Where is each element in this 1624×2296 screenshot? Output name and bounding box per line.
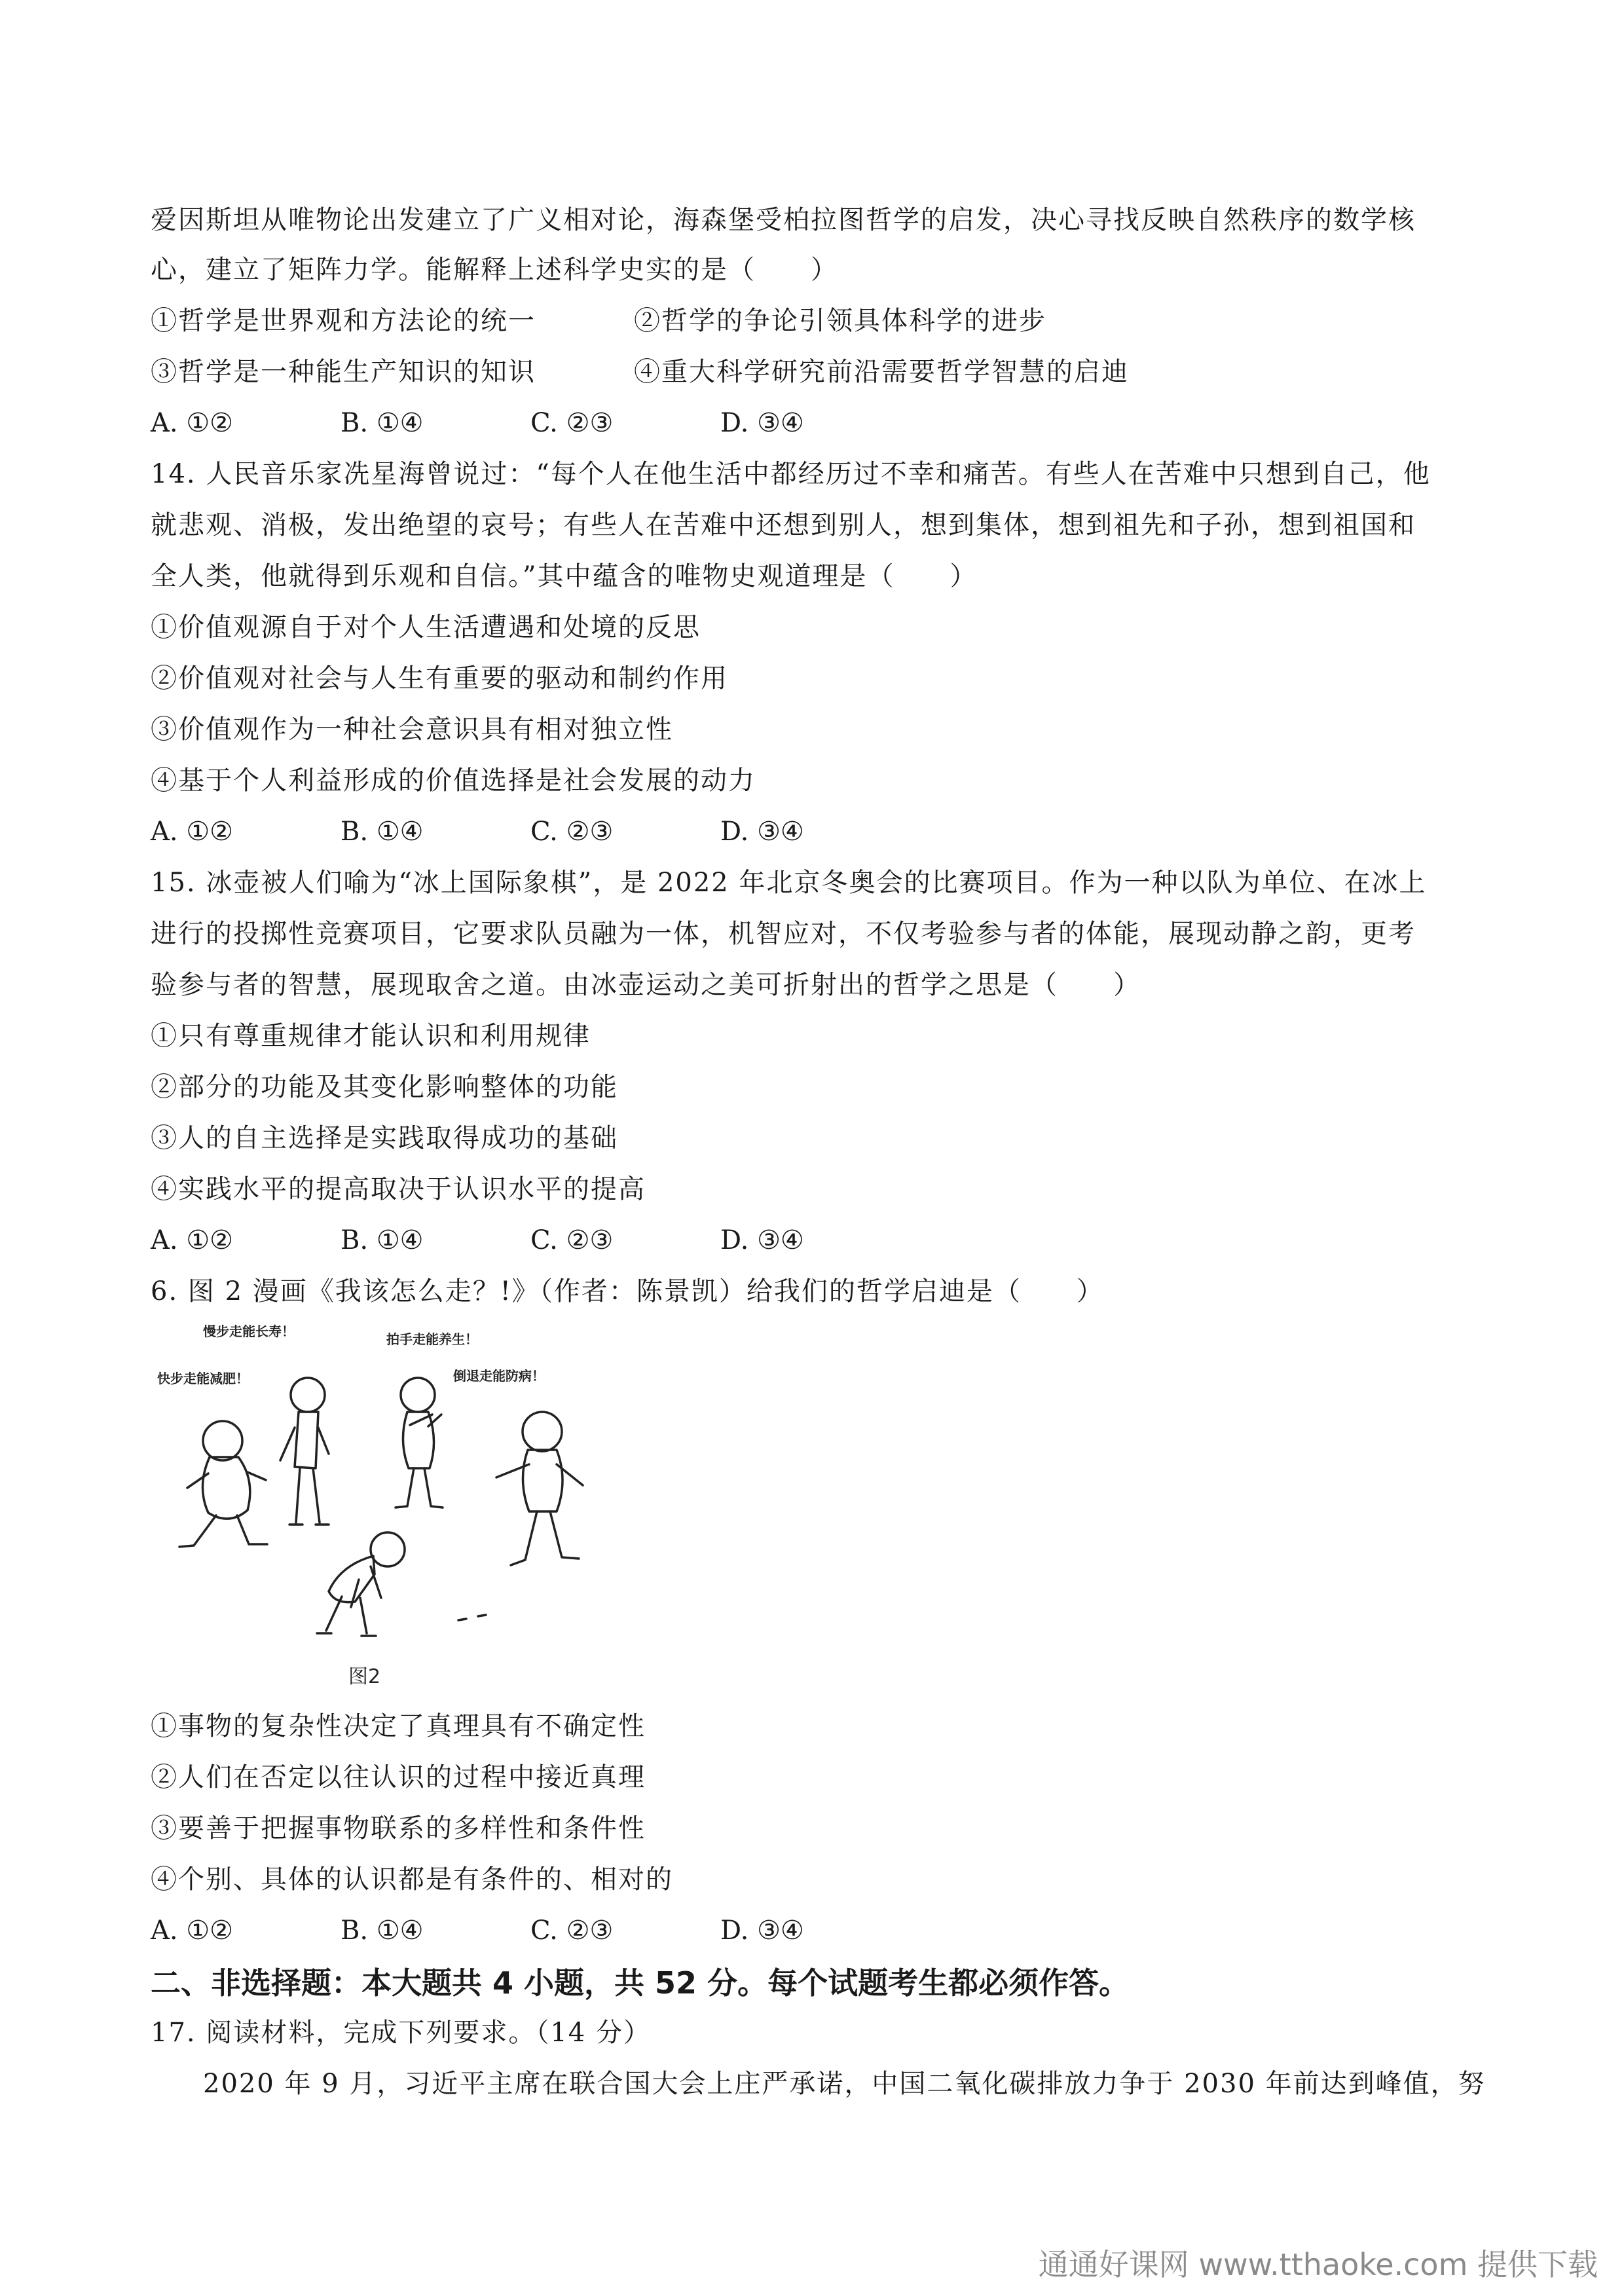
q16-item3: ③要善于把握事物联系的多样性和条件性: [151, 1813, 646, 1843]
q16-item1: ①事物的复杂性决定了真理具有不确定性: [151, 1711, 646, 1741]
q17-stem-line1: 17. 阅读材料，完成下列要求。（14 分）: [151, 2018, 651, 2048]
q13-stem-line2: 心，建立了矩阵力学。能解释上述科学史实的是（ ）: [151, 255, 838, 285]
q14-stem-line3: 全人类，他就得到乐观和自信。”其中蕴含的唯物史观道理是（ ）: [151, 561, 978, 591]
q15-item1: ①只有尊重规律才能认识和利用规律: [151, 1021, 591, 1051]
q15-stem-line1: 15. 冰壶被人们喻为“冰上国际象棋”，是 2022 年北京冬奥会的比赛项目。作为一种以队为单位、在冰上: [151, 868, 1427, 898]
q13-option-b: B. ①④: [341, 408, 424, 438]
q14-item2: ②价值观对社会与人生有重要的驱动和制约作用: [151, 663, 728, 694]
q17-material-line1: 2020 年 9 月，习近平主席在联合国大会上庄严承诺，中国二氧化碳排放力争于 2030 年前达到峰值，努: [203, 2069, 1486, 2099]
q15-stem-line2: 进行的投掷性竞赛项目，它要求队员融为一体，机智应对，不仅考验参与者的体能，展现动静之韵，更考: [151, 919, 1416, 949]
q14-option-d: D. ③④: [720, 817, 804, 847]
q13-option-a: A. ①②: [151, 408, 234, 438]
q16-item2: ②人们在否定以往认识的过程中接近真理: [151, 1762, 646, 1792]
q15-option-a: A. ①②: [151, 1225, 234, 1255]
q13-item4: ④重大科学研究前沿需要哲学智慧的启迪: [634, 357, 1129, 387]
q13-option-c: C. ②③: [530, 408, 614, 438]
q16-option-a: A. ①②: [151, 1916, 234, 1946]
q13-item2: ②哲学的争论引领具体科学的进步: [634, 306, 1046, 336]
q14-option-a: A. ①②: [151, 817, 234, 847]
q13-item3: ③哲学是一种能生产知识的知识: [151, 357, 536, 387]
q16-option-d: D. ③④: [720, 1916, 804, 1946]
q14-item4: ④基于个人利益形成的价值选择是社会发展的动力: [151, 766, 756, 796]
q14-option-c: C. ②③: [530, 817, 614, 847]
comic-bubble-slow: 慢步走能长寿！: [203, 1324, 295, 1339]
q16-stem-line1: 6. 图 2 漫画《我该怎么走？!》（作者：陈景凯）给我们的哲学启迪是（ ）: [151, 1276, 1104, 1306]
q13-option-d: D. ③④: [720, 408, 804, 438]
q15-item3: ③人的自主选择是实践取得成功的基础: [151, 1123, 618, 1153]
comic-caption: 图2: [348, 1665, 381, 1688]
q14-stem-line2: 就悲观、消极，发出绝望的哀号；有些人在苦难中还想到别人，想到集体，想到祖先和子孙，想到祖国和: [151, 510, 1416, 540]
q15-stem-line3: 验参与者的智慧，展现取舍之道。由冰壶运动之美可折射出的哲学之思是（ ）: [151, 970, 1141, 1000]
q15-option-b: B. ①④: [341, 1225, 424, 1255]
section2-heading: 二、非选择题：本大题共 4 小题，共 52 分。每个试题考生都必须作答。: [151, 1965, 1130, 2001]
q16-option-b: B. ①④: [341, 1916, 424, 1946]
q16-item4: ④个别、具体的认识都是有条件的、相对的: [151, 1864, 673, 1895]
q16-option-c: C. ②③: [530, 1916, 614, 1946]
comic-illustration: [151, 1316, 622, 1696]
q13-item1: ①哲学是世界观和方法论的统一: [151, 306, 536, 336]
q15-item4: ④实践水平的提高取决于认识水平的提高: [151, 1174, 646, 1204]
q14-item1: ①价值观源自于对个人生活遭遇和处境的反思: [151, 612, 701, 642]
q15-option-d: D. ③④: [720, 1225, 804, 1255]
q13-stem-line1: 爱因斯坦从唯物论出发建立了广义相对论，海森堡受柏拉图哲学的启发，决心寻找反映自然秩序的数学核: [151, 205, 1416, 235]
q14-option-b: B. ①④: [341, 817, 424, 847]
q14-item3: ③价值观作为一种社会意识具有相对独立性: [151, 714, 673, 745]
comic-bubble-fast: 快步走能减肥！: [157, 1371, 249, 1386]
comic-bubble-backward: 倒退走能防病！: [453, 1368, 545, 1384]
q14-stem-line1: 14. 人民音乐家冼星海曾说过：“每个人在他生活中都经历过不幸和痛苦。有些人在苦难中只想到自己，他: [151, 459, 1431, 489]
q15-item2: ②部分的功能及其变化影响整体的功能: [151, 1072, 618, 1102]
footer-watermark: 通通好课网 www.tthaoke.com 提供下载: [1038, 2247, 1598, 2282]
q15-option-c: C. ②③: [530, 1225, 614, 1255]
comic-bubble-clap: 拍手走能养生！: [386, 1331, 478, 1347]
